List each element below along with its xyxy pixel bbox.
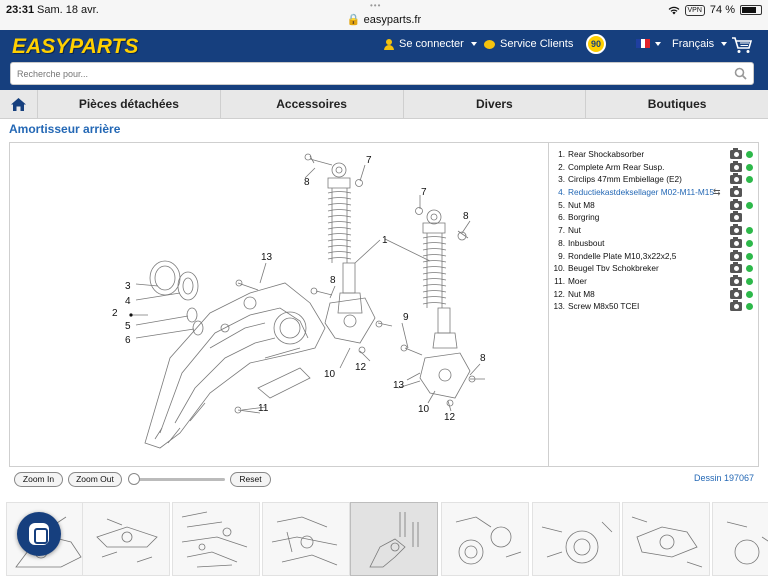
- part-row[interactable]: [553, 161, 758, 174]
- thumbnail-strip: [0, 502, 768, 576]
- years-badge: 90: [586, 34, 606, 54]
- stock-indicator: [746, 303, 753, 310]
- callout-label[interactable]: 1: [382, 235, 388, 246]
- login-label: Se connecter: [399, 38, 464, 50]
- site-logo[interactable]: EASYPARTS: [12, 35, 139, 58]
- part-name: Inbusbout: [568, 237, 605, 248]
- callout-label[interactable]: 13: [261, 252, 273, 263]
- part-row[interactable]: [553, 211, 758, 224]
- stock-indicator: [746, 176, 753, 183]
- page-title: Amortisseur arrière: [9, 122, 121, 136]
- callout-label[interactable]: 5: [125, 321, 131, 332]
- callout-label[interactable]: 9: [403, 312, 409, 323]
- zoom-slider-track: [132, 478, 225, 481]
- thumbnail[interactable]: [172, 502, 260, 576]
- part-number: 1.: [558, 149, 565, 159]
- part-name: Nut M8: [568, 288, 595, 299]
- parts-list: [553, 148, 758, 313]
- part-name: Circlips 47mm Embiellage (E2): [568, 174, 682, 185]
- language-label: Français: [672, 38, 715, 50]
- part-row[interactable]: [553, 173, 758, 186]
- chat-fab-icon: [29, 523, 49, 545]
- callout-label[interactable]: 10: [324, 369, 336, 380]
- callout-label[interactable]: 8: [330, 275, 336, 286]
- part-row[interactable]: [553, 262, 758, 275]
- part-name: Complete Arm Rear Susp.: [568, 161, 665, 172]
- callout-label[interactable]: 11: [258, 403, 269, 414]
- battery-icon: [740, 5, 762, 15]
- zoom-out-button[interactable]: Zoom Out: [68, 472, 122, 487]
- language-select[interactable]: [655, 38, 727, 50]
- search-input[interactable]: [11, 63, 711, 84]
- camera-icon[interactable]: [730, 264, 742, 273]
- callout-label[interactable]: 6: [125, 335, 131, 346]
- camera-icon[interactable]: [730, 226, 742, 235]
- part-number: 2.: [558, 161, 565, 172]
- reset-button[interactable]: Reset: [230, 472, 271, 487]
- part-number: 9.: [558, 250, 565, 261]
- status-bar: [0, 0, 768, 30]
- url-text: easyparts.fr: [363, 14, 422, 26]
- search-bar: [10, 62, 754, 85]
- nav-item-accessoires[interactable]: Accessoires: [221, 90, 404, 118]
- nav-item-pieces[interactable]: Pièces détachées: [38, 90, 221, 118]
- camera-icon[interactable]: [730, 150, 742, 159]
- part-number: 7.: [558, 225, 565, 236]
- home-icon: [10, 97, 27, 112]
- thumbnail[interactable]: [262, 502, 350, 576]
- stock-indicator: [746, 240, 753, 247]
- user-icon: [384, 39, 394, 50]
- home-button[interactable]: [0, 90, 38, 119]
- camera-icon[interactable]: [730, 201, 742, 210]
- drawing-number: Dessin 197067: [693, 473, 754, 483]
- camera-icon[interactable]: [730, 163, 742, 172]
- part-name: Nut: [568, 225, 581, 236]
- camera-icon[interactable]: [730, 175, 742, 184]
- status-date: Sam. 18 avr.: [37, 4, 99, 16]
- nav-item-divers[interactable]: Divers: [404, 90, 587, 118]
- callout-label[interactable]: 2: [112, 308, 118, 319]
- thumbnail[interactable]: [712, 502, 768, 576]
- part-number: 3.: [558, 174, 565, 185]
- thumbnail[interactable]: [441, 502, 529, 576]
- diagram-panel: [9, 142, 759, 467]
- part-name: Beugel Tbv Schokbreker: [568, 263, 659, 274]
- callout-label[interactable]: 3: [125, 281, 131, 292]
- stock-indicator: [746, 278, 753, 285]
- camera-icon[interactable]: [730, 213, 742, 222]
- stock-indicator: [746, 253, 753, 260]
- vpn-badge: VPN: [685, 5, 705, 16]
- chat-fab-button[interactable]: [17, 512, 61, 556]
- part-name: Moer: [568, 275, 587, 286]
- callout-label[interactable]: 8: [304, 177, 310, 188]
- stock-indicator: [746, 202, 753, 209]
- chevron-down-icon: [655, 42, 661, 46]
- part-row[interactable]: [553, 237, 758, 250]
- search-icon[interactable]: [734, 67, 747, 80]
- camera-icon[interactable]: [730, 277, 742, 286]
- part-number: 6.: [558, 212, 565, 223]
- service-link[interactable]: [484, 38, 573, 50]
- part-name[interactable]: Reductiekastdeksellager M02-M11-M15: [568, 187, 715, 198]
- chevron-down-icon: [471, 42, 477, 46]
- cart-icon[interactable]: [731, 36, 753, 54]
- zoom-slider-knob[interactable]: [128, 473, 140, 485]
- part-number: 4.: [558, 187, 565, 198]
- part-row[interactable]: [553, 148, 758, 161]
- part-row[interactable]: [553, 300, 758, 313]
- camera-icon[interactable]: [730, 252, 742, 261]
- tabs-dots-icon: •••: [370, 1, 382, 10]
- zoom-slider[interactable]: [128, 473, 225, 485]
- part-name: Rondelle Plate M10,3x22x2,5: [568, 250, 677, 261]
- nav-item-boutiques[interactable]: Boutiques: [647, 97, 707, 111]
- callout-label[interactable]: 7: [366, 155, 372, 166]
- part-name: Borgring: [568, 212, 600, 223]
- status-time: 23:31: [6, 4, 35, 16]
- main-nav: [0, 90, 768, 119]
- callout-label[interactable]: 8: [480, 353, 486, 364]
- stock-indicator: [746, 164, 753, 171]
- battery-percent: 74 %: [709, 4, 735, 16]
- part-name: Screw M8x50 TCEI: [568, 301, 640, 312]
- camera-icon[interactable]: [730, 290, 742, 299]
- thumbnail[interactable]: [82, 502, 170, 576]
- part-row[interactable]: [553, 275, 758, 288]
- part-row[interactable]: [553, 288, 758, 301]
- chat-icon: [484, 40, 495, 49]
- callout-label[interactable]: 8: [463, 211, 469, 222]
- chevron-down-icon: [721, 42, 727, 46]
- camera-icon[interactable]: [730, 188, 742, 197]
- wifi-icon: [668, 6, 680, 15]
- part-row[interactable]: [553, 224, 758, 237]
- status-right: [668, 4, 762, 16]
- thumbnail[interactable]: [622, 502, 710, 576]
- part-number: 10.: [553, 263, 565, 274]
- swap-icon[interactable]: ⇆: [713, 187, 721, 198]
- flag-fr-icon[interactable]: [636, 39, 650, 48]
- lock-icon: 🔒: [346, 14, 361, 26]
- part-row[interactable]: [553, 199, 758, 212]
- stock-indicator: [746, 291, 753, 298]
- part-row[interactable]: [553, 186, 758, 199]
- part-number: 13.: [553, 301, 565, 312]
- panel-divider: [548, 143, 549, 466]
- camera-icon[interactable]: [730, 239, 742, 248]
- callout-label[interactable]: 7: [421, 187, 427, 198]
- stock-indicator: [746, 265, 753, 272]
- callout-label[interactable]: 4: [125, 296, 131, 307]
- part-number: 5.: [558, 199, 565, 210]
- zoom-in-button[interactable]: Zoom In: [14, 472, 63, 487]
- stock-indicator: [746, 227, 753, 234]
- part-row[interactable]: [553, 250, 758, 263]
- thumbnail-selected[interactable]: [350, 502, 438, 576]
- part-number: 12.: [553, 288, 565, 299]
- stock-indicator: [746, 151, 753, 158]
- login-link[interactable]: [384, 38, 477, 50]
- callout-label[interactable]: 10: [418, 404, 430, 415]
- address-bar[interactable]: [0, 13, 768, 26]
- camera-icon[interactable]: [730, 302, 742, 311]
- callout-label[interactable]: 13: [393, 380, 405, 391]
- part-number: 11.: [554, 275, 565, 286]
- part-name: Nut M8: [568, 199, 595, 210]
- service-label: Service Clients: [500, 38, 574, 50]
- exploded-diagram[interactable]: [10, 143, 548, 466]
- callout-label[interactable]: 12: [444, 412, 456, 423]
- part-name: Rear Shockabsorber: [568, 149, 645, 159]
- thumbnail[interactable]: [532, 502, 620, 576]
- callout-label[interactable]: 12: [355, 362, 367, 373]
- part-number: 8.: [558, 237, 565, 248]
